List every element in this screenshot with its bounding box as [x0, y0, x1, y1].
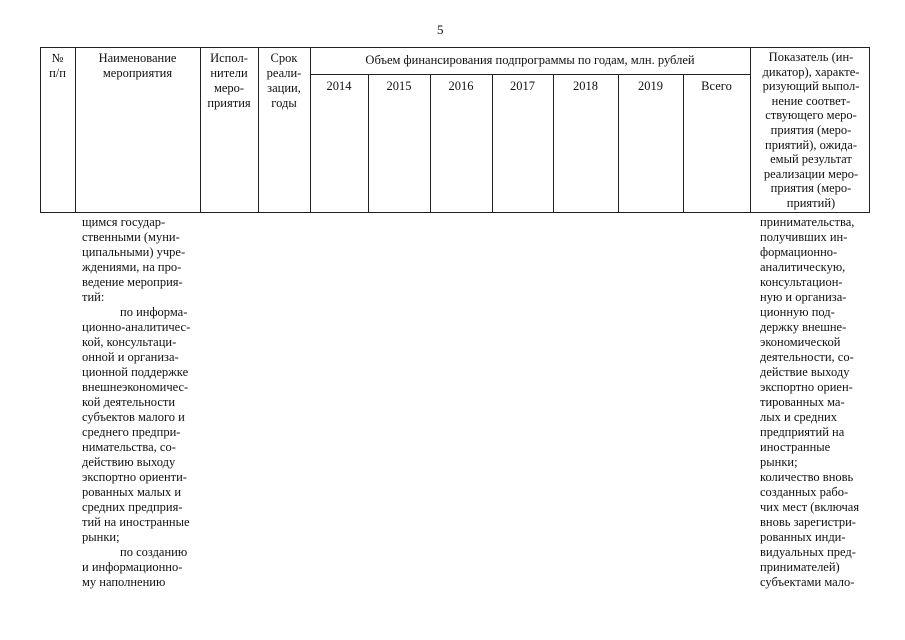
text-line: держку внешне-: [760, 320, 847, 334]
text-line: внешнеэкономичес-: [82, 380, 189, 394]
text-line: принимателей): [760, 560, 840, 574]
page-number: 5: [437, 22, 444, 37]
text-line: вновь зарегистри-: [760, 515, 856, 529]
text-line: кой, консультаци-: [82, 335, 177, 349]
activity-description: [82, 215, 196, 590]
year-divider: [683, 74, 684, 213]
text-line: предприятий на: [760, 425, 845, 439]
year-2015: 2015: [386, 79, 412, 93]
text-line: рованных малых и: [82, 485, 182, 499]
text-line: экспортно ориен-: [760, 380, 853, 394]
indicator-description: [760, 215, 868, 590]
header-activity-name: Наименование мероприятия: [98, 51, 177, 80]
text-line: рынки;: [760, 455, 798, 469]
header-executors: Испол- нители меро- приятия: [207, 51, 251, 110]
year-divider: [430, 74, 431, 213]
text-line: ционной поддержке: [82, 365, 189, 379]
text-line: экспортно ориенти-: [82, 470, 187, 484]
year-total: Всего: [701, 79, 732, 93]
year-divider: [492, 74, 493, 213]
column-divider: [750, 47, 751, 213]
text-line: лых и средних: [760, 410, 837, 424]
year-2014: 2014: [326, 79, 352, 93]
text-line: нимательства, со-: [82, 440, 176, 454]
text-line: видуальных пред-: [760, 545, 856, 559]
header-funding: Объем финансирования подпрограммы по годам, млн. рублей: [365, 53, 695, 67]
text-line: ционную под-: [760, 305, 835, 319]
table-header-bottom-rule: [40, 212, 870, 213]
text-line: формационно-: [760, 245, 838, 259]
year-2016: 2016: [448, 79, 474, 93]
text-line: рынки;: [82, 530, 120, 544]
table-header: [40, 47, 870, 213]
text-line: ную и организа-: [760, 290, 847, 304]
text-line: среднего предпри-: [82, 425, 181, 439]
text-line: действие выходу: [760, 365, 850, 379]
text-line: щимся государ-: [82, 215, 166, 229]
text-line: по созданию: [120, 545, 188, 559]
text-line: созданных рабо-: [760, 485, 849, 499]
text-line: тий:: [82, 290, 105, 304]
text-line: онной и организа-: [82, 350, 179, 364]
text-line: экономической: [760, 335, 841, 349]
year-divider: [553, 74, 554, 213]
text-line: ждениями, на про-: [82, 260, 182, 274]
text-line: кой деятельности: [82, 395, 176, 409]
year-2019: 2019: [638, 79, 663, 93]
text-line: тированных ма-: [760, 395, 845, 409]
header-number: № п/п: [49, 51, 66, 80]
text-line: ственными (муни-: [82, 230, 180, 244]
text-line: средних предприя-: [82, 500, 183, 514]
header-indicator: Показатель (ин- дикатор), характе- ризующий выпол- нение соответ- ствующего меро- приятия (меро- приятий), ожида- емый результат реализации меро- приятия (меро- приятий): [762, 50, 860, 210]
text-line: ведение мероприя-: [82, 275, 183, 289]
text-line: деятельности, со-: [760, 350, 854, 364]
text-line: иностранные: [760, 440, 831, 454]
text-line: по информа-: [120, 305, 188, 319]
text-line: чих мест (включая: [760, 500, 860, 514]
text-line: рованных инди-: [760, 530, 846, 544]
text-line: ципальными) учре-: [82, 245, 186, 259]
year-2018: 2018: [573, 79, 598, 93]
year-2017: 2017: [510, 79, 535, 93]
header-term: Срок реали- зации, годы: [266, 51, 302, 110]
text-line: ционно-аналитичес-: [82, 320, 191, 334]
text-line: аналитическую,: [760, 260, 846, 274]
text-line: количество вновь: [760, 470, 854, 484]
year-divider: [368, 74, 369, 213]
text-line: принимательства,: [760, 215, 855, 229]
column-divider: [310, 47, 311, 213]
text-line: му наполнению: [82, 575, 166, 589]
text-line: получивших ин-: [760, 230, 848, 244]
funding-subheader-rule: [310, 74, 750, 75]
text-line: и информационно-: [82, 560, 183, 574]
text-line: субъектов малого и: [82, 410, 185, 424]
text-line: консультацион-: [760, 275, 843, 289]
year-divider: [618, 74, 619, 213]
text-line: субъектами мало-: [760, 575, 855, 589]
text-line: тий на иностранные: [82, 515, 190, 529]
text-line: действию выходу: [82, 455, 176, 469]
table-top-rule: [40, 47, 870, 48]
